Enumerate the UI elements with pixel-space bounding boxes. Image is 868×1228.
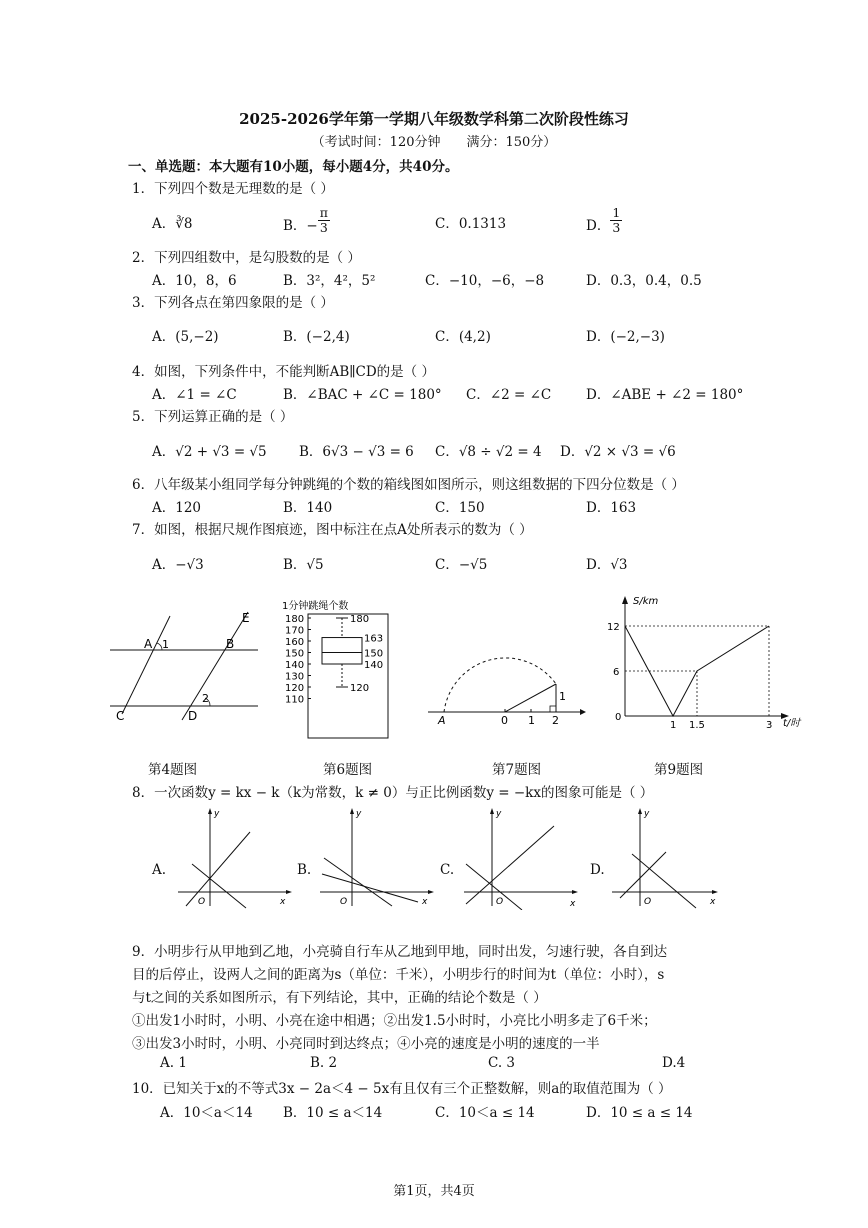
- label-a: A: [144, 637, 153, 651]
- question-9-option-a: A. 1: [160, 1055, 187, 1071]
- y-tick-label: 180: [285, 614, 305, 625]
- question-9-option-c: C. 3: [488, 1055, 516, 1071]
- hypotenuse: [505, 684, 556, 712]
- label-1: 1: [162, 638, 169, 651]
- y-label: y: [356, 809, 362, 819]
- line-be: [182, 612, 248, 720]
- question-2-option-a: A．10，8，6: [152, 273, 237, 289]
- fraction-denominator: 3: [612, 219, 621, 235]
- question-4-option-c: C．∠2 = ∠C: [466, 387, 552, 403]
- question-6-option-a: A．120: [152, 500, 202, 516]
- label-t3: 3: [766, 720, 773, 731]
- y-label: y: [496, 809, 502, 819]
- y-tick-label: 110: [285, 694, 305, 706]
- value-label-q3: 163: [364, 633, 384, 645]
- value-label-q1: 140: [364, 660, 384, 671]
- y-tick-label: 150: [285, 648, 305, 660]
- label-t1: 1: [670, 720, 677, 731]
- question-10-option-d: D．10 ≤ a ≤ 14: [586, 1105, 693, 1121]
- question-3-option-d: D．(−2,−3): [586, 329, 665, 345]
- question-2-option-b: B．3²，4²，5²: [283, 273, 376, 289]
- question-6-stem: 6．八年级某小组同学每分钟跳绳的个数的箱线图如图所示，则这组数据的下四分位数是（ ）: [132, 477, 685, 493]
- y-axis-label: S/km: [633, 596, 659, 607]
- arrow-icon: [580, 709, 586, 715]
- label-1: 1: [528, 714, 535, 725]
- label-d: D: [188, 709, 198, 723]
- question-2-option-d: D．0.3，0.4，0.5: [586, 273, 702, 289]
- x-arrow-icon: [428, 890, 434, 894]
- label-origin: 0: [615, 712, 622, 723]
- question-8-option-c: C.: [440, 862, 455, 878]
- question-6-option-d: D．163: [586, 500, 637, 516]
- y-tick-label: 160: [285, 637, 305, 648]
- question-9-stem-line-3: 与t之间的关系如图所示，有下列结论，其中，正确的结论个数是（ ）: [132, 990, 547, 1006]
- figure-6-box-plot: [280, 598, 392, 740]
- y-arrow-icon: [350, 808, 354, 814]
- origin-label: O: [496, 897, 504, 907]
- x-label: x: [280, 897, 286, 907]
- question-5-option-c: C．√8 ÷ √2 = 4: [435, 444, 542, 460]
- y-tick-label: 120: [285, 683, 305, 694]
- question-7-option-b: B．√5: [283, 557, 324, 573]
- line-1: [632, 854, 696, 908]
- fraction-numerator: π: [319, 205, 328, 220]
- value-label-min: 120: [350, 683, 370, 694]
- question-6-option-c: C．150: [435, 500, 485, 516]
- question-5-stem: 5．下列运算正确的是（ ）: [132, 409, 294, 425]
- question-3-option-c: C．(4,2): [435, 329, 491, 345]
- question-1-option-d: [586, 206, 622, 235]
- line-2: [322, 874, 418, 902]
- y-arrow-icon: [490, 808, 494, 814]
- question-7-option-c: C．−√5: [435, 557, 488, 573]
- value-label-median: 150: [364, 648, 384, 660]
- label-6: 6: [613, 667, 620, 678]
- question-5-option-d: D．√2 × √3 = √6: [560, 444, 676, 460]
- label-2: 2: [552, 714, 559, 725]
- figure-9-caption: 第9题图: [654, 762, 704, 778]
- question-9-stem-line-5: ③出发3小时时，小明、小亮同时到达终点；④小亮的速度是小明的速度的一半: [132, 1036, 600, 1052]
- question-1-option-c: C．0.1313: [435, 216, 507, 232]
- label-2: 2: [202, 692, 209, 705]
- line-1: [186, 832, 250, 906]
- option-b-label: B．−: [283, 217, 318, 234]
- question-4-option-d: D．∠ABE + ∠2 = 180°: [586, 387, 744, 403]
- y-tick-label: 130: [285, 671, 305, 683]
- question-7-stem: 7．如图，根据尺规作图痕迹，图中标注在点A处所表示的数为（ ）: [132, 522, 533, 538]
- page-title: 2025-2026学年第一学期八年级数学科第二次阶段性练习: [239, 110, 629, 128]
- q8-graph-a: [176, 806, 296, 910]
- question-8-option-a: A.: [152, 862, 167, 878]
- question-10-option-a: A．10＜a＜14: [160, 1105, 253, 1121]
- question-3-stem: 3．下列各点在第四象限的是（ ）: [132, 295, 334, 311]
- one-third-fraction: [610, 206, 622, 235]
- question-6-option-b: B．140: [283, 500, 333, 516]
- question-5-option-b: B．6√3 − √3 = 6: [299, 444, 414, 460]
- q8-graph-c: [462, 806, 586, 910]
- question-4-stem: 4．如图，下列条件中，不能判断AB∥CD的是（ ）: [132, 364, 435, 380]
- q8-graph-b: [318, 806, 438, 910]
- label-b: B: [226, 637, 235, 651]
- question-4-option-a: A．∠1 = ∠C: [152, 387, 237, 403]
- question-1-option-b: [283, 206, 330, 235]
- figure-7-number-line: [428, 650, 588, 725]
- question-8-option-d: D.: [590, 862, 605, 878]
- question-2-option-c: C．−10，−6，−8: [425, 273, 545, 289]
- question-4-option-b: B．∠BAC + ∠C = 180°: [283, 387, 442, 403]
- y-label: y: [644, 809, 650, 819]
- right-angle-mark: [550, 706, 556, 712]
- section-heading: 一、单选题：本大题有10小题，每小题4分，共40分。: [128, 159, 459, 175]
- x-label: x: [422, 897, 428, 907]
- figure-6-caption: 第6题图: [323, 762, 373, 778]
- x-arrow-icon: [286, 890, 292, 894]
- y-tick-label: 170: [285, 625, 305, 637]
- label-c: C: [116, 709, 125, 723]
- question-5-option-a: A．√2 + √3 = √5: [152, 444, 267, 460]
- option-d-label: D．: [586, 217, 611, 234]
- line-2: [620, 852, 666, 898]
- q8-graph-d: [610, 806, 734, 910]
- question-10-option-c: C．10＜a ≤ 14: [435, 1105, 535, 1121]
- label-0: 0: [501, 714, 508, 725]
- question-9-stem-line-4: ①出发1小时时，小明、小亮在途中相遇；②出发1.5小时时，小亮比小明多走了6千米；: [132, 1013, 657, 1029]
- y-tick-label: 140: [285, 660, 305, 671]
- question-9-option-d: D.4: [662, 1055, 686, 1071]
- page-footer: 第1页，共4页: [393, 1184, 475, 1199]
- fraction-numerator: 1: [612, 205, 621, 220]
- label-e: E: [242, 611, 250, 625]
- iqr-box: [322, 638, 362, 664]
- question-1-stem: 1．下列四个数是无理数的是（ ）: [132, 181, 334, 197]
- exam-info: （考试时间：120分钟 满分：150分）: [311, 135, 557, 150]
- question-3-option-b: B．(−2,4): [283, 329, 350, 345]
- x-label: x: [570, 899, 576, 909]
- y-arrow-icon: [622, 596, 628, 604]
- y-arrow-icon: [638, 808, 642, 814]
- figure-7-caption: 第7题图: [492, 762, 542, 778]
- y-arrow-icon: [208, 808, 212, 814]
- figure-4-caption: 第4题图: [148, 762, 198, 778]
- x-arrow-icon: [712, 890, 718, 894]
- fraction-denominator: 3: [319, 219, 328, 235]
- origin-label: O: [644, 897, 652, 907]
- label-height-1: 1: [559, 690, 566, 703]
- label-t1-5: 1.5: [689, 720, 705, 731]
- question-8-option-b: B.: [297, 862, 312, 878]
- origin-label: O: [340, 897, 348, 907]
- question-7-option-a: A．−√3: [152, 557, 204, 573]
- label-12: 12: [607, 622, 620, 633]
- question-8-stem: 8．一次函数y = kx − k（k为常数，k ≠ 0）与正比例函数y = −kx的图象可能是（ ）: [132, 785, 654, 801]
- question-1-option-a: A．∛8: [152, 216, 193, 232]
- origin-label: O: [198, 897, 206, 907]
- figure-4-parallel-lines: [110, 608, 270, 728]
- question-9-option-b: B. 2: [310, 1055, 338, 1071]
- figure-9-distance-time-graph: [605, 592, 805, 732]
- question-7-option-d: D．√3: [586, 557, 628, 573]
- question-9-stem-line-1: 9．小明步行从甲地到乙地，小亮骑自行车从乙地到甲地，同时出发，匀速行驶，各自到达: [132, 944, 668, 960]
- pi-over-3-fraction: [318, 206, 330, 235]
- line-1: [324, 858, 392, 906]
- y-label: y: [214, 809, 220, 819]
- question-3-option-a: A．(5,−2): [152, 329, 219, 345]
- box-plot-title: 1分钟跳绳个数: [282, 601, 349, 612]
- value-label-max: 180: [350, 614, 370, 625]
- line-ac: [122, 616, 170, 714]
- question-9-stem-line-2: 目的后停止，设两人之间的距离为s（单位：千米），小明步行的时间为t（单位：小时），s: [132, 967, 665, 983]
- line-2: [466, 864, 522, 910]
- question-10-stem: 10．已知关于x的不等式3x − 2a＜4 − 5x有且仅有三个正整数解，则a的取值范围为（ ）: [132, 1081, 672, 1097]
- question-10-option-b: B．10 ≤ a＜14: [283, 1105, 383, 1121]
- label-a: A: [438, 714, 446, 725]
- x-axis-label: t/时: [783, 718, 801, 729]
- question-2-stem: 2．下列四组数中，是勾股数的是（ ）: [132, 250, 361, 266]
- x-label: x: [710, 897, 716, 907]
- compass-arc: [444, 658, 556, 712]
- x-arrow-icon: [572, 890, 578, 894]
